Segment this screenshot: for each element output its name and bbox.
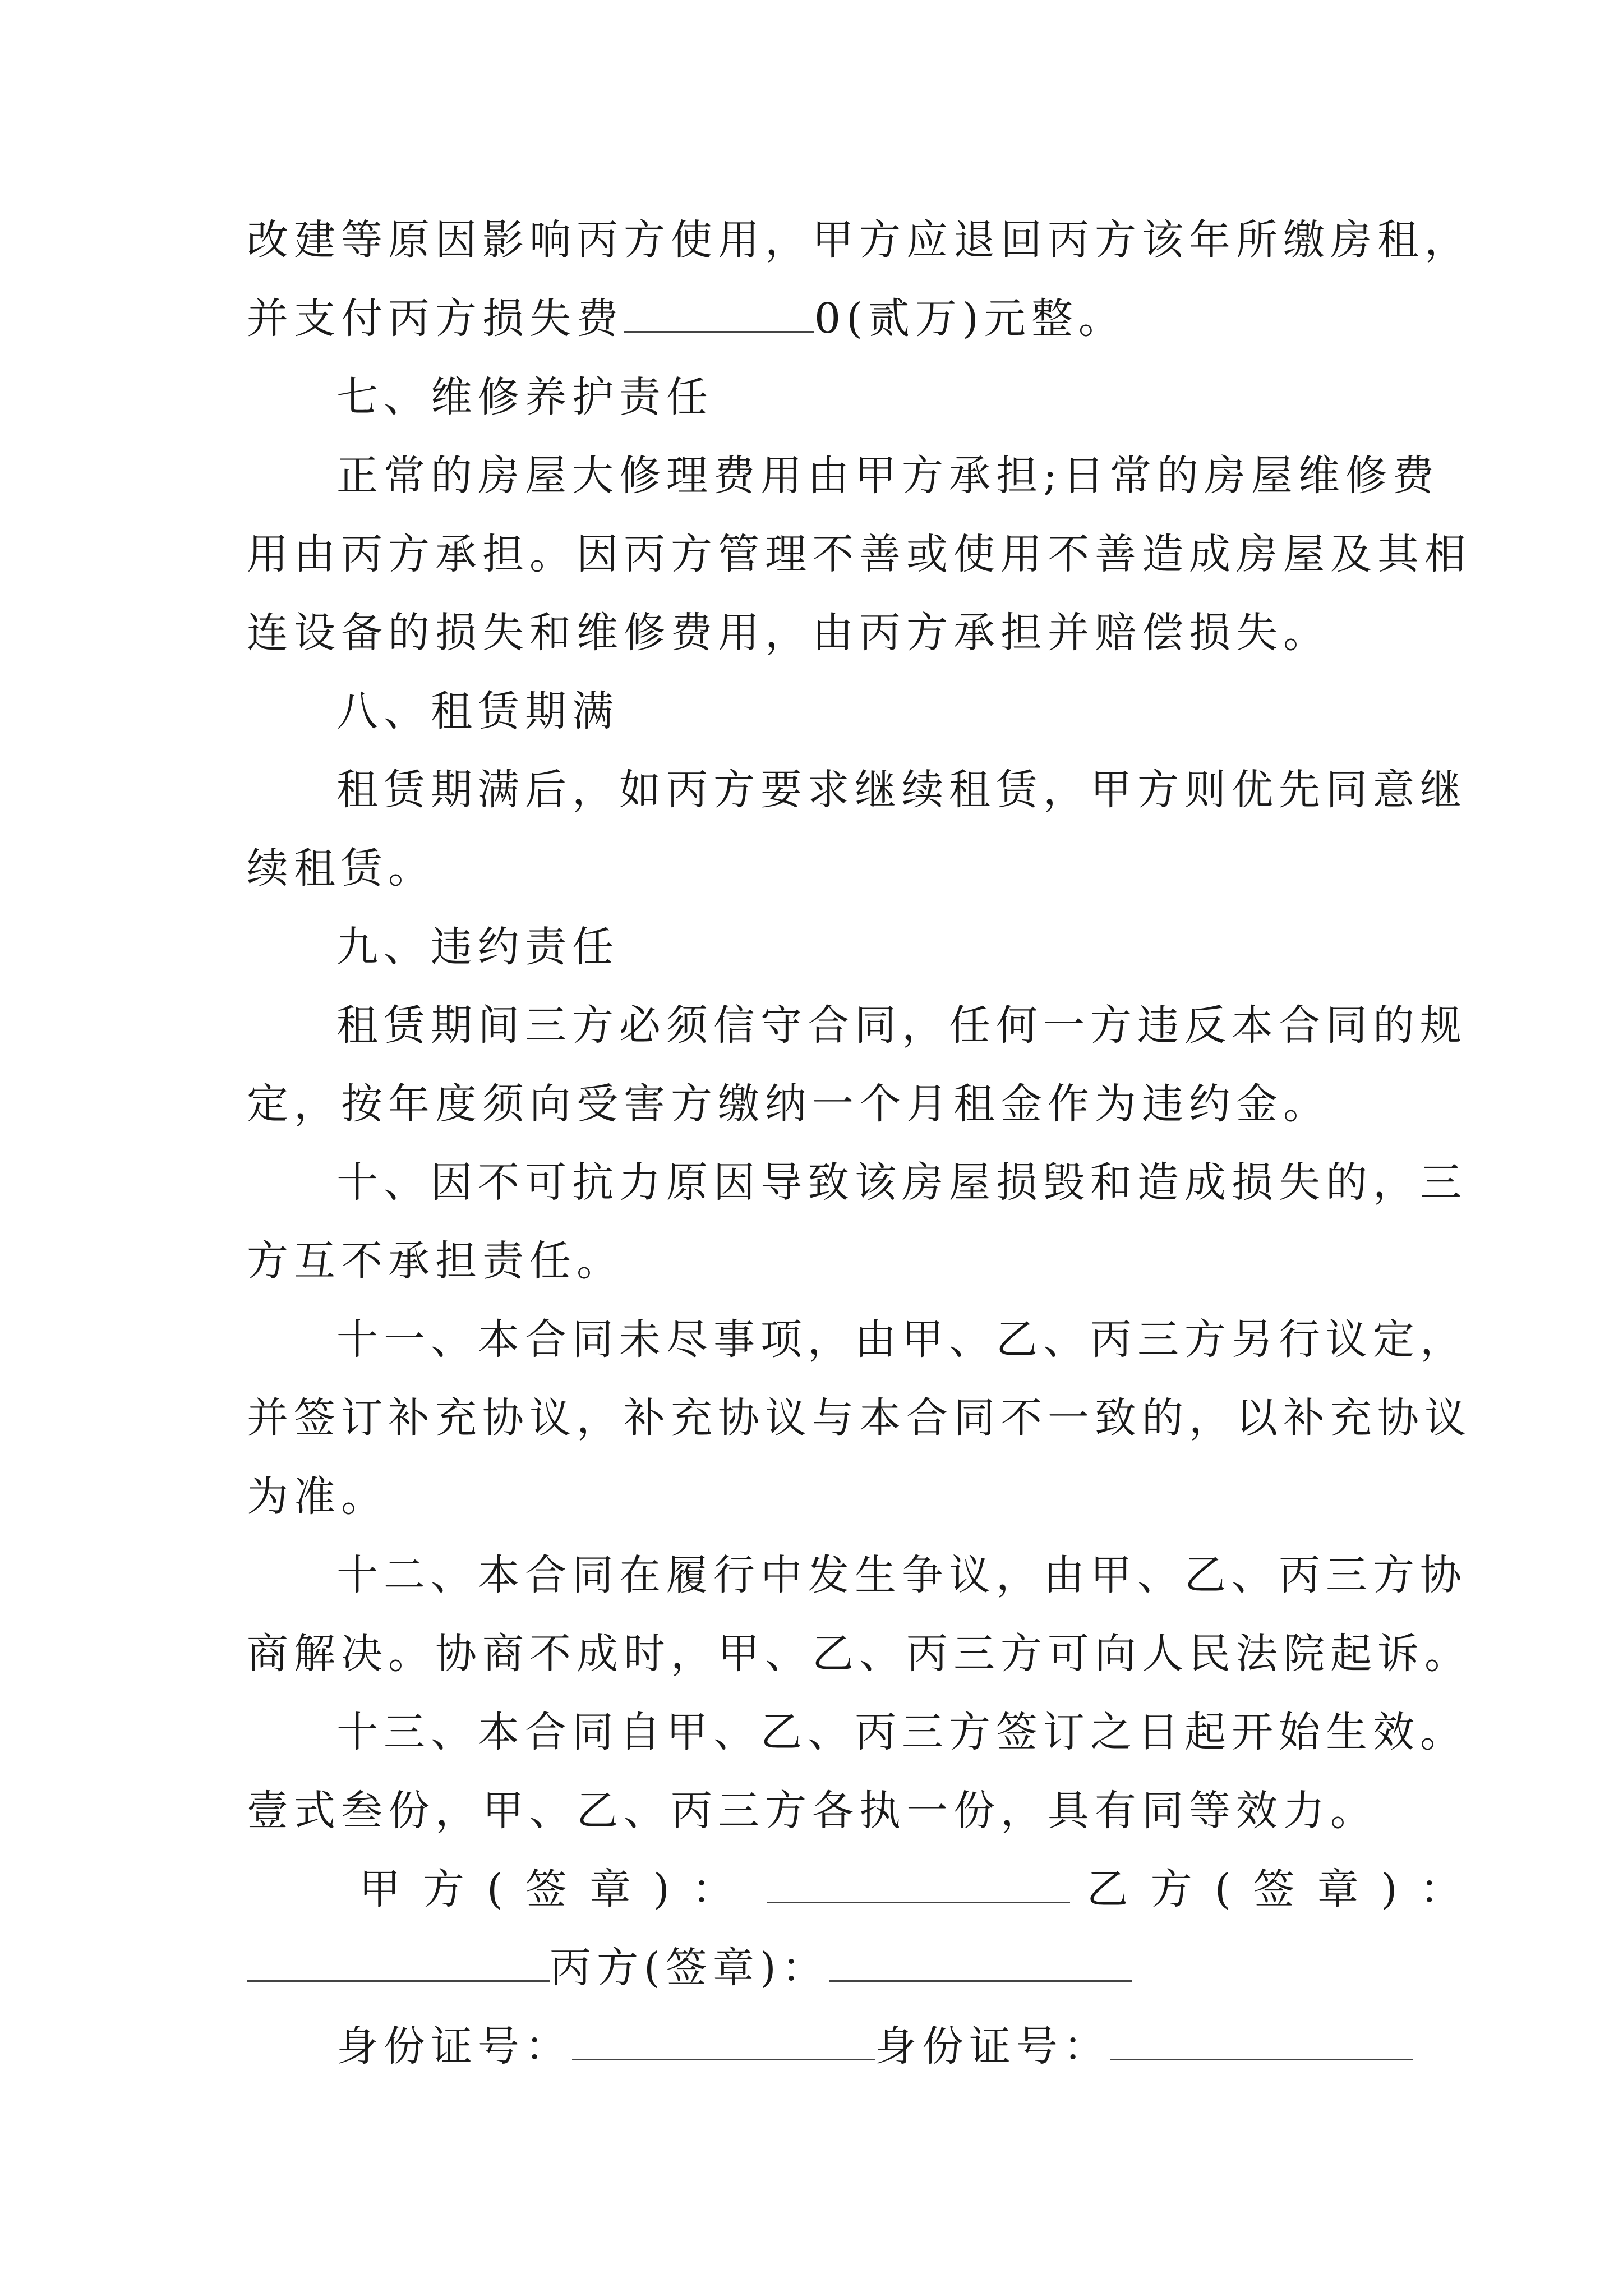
paragraph-line: 十三、本合同自甲、乙、丙三方签订之日起开始生效。 <box>336 1708 1467 1756</box>
signature-row <box>247 1940 1391 1996</box>
party-b-sign-blank <box>247 1941 550 1982</box>
id-label: 身份证号： <box>875 2022 1110 2070</box>
paragraph-line: 并签订补充协议，补充协议与本合同不一致的，以补充协议 <box>247 1394 1472 1442</box>
blank-line <box>624 292 814 333</box>
id-row <box>336 2018 1481 2074</box>
party-c-sign-blank <box>829 1941 1132 1982</box>
paragraph-line: 为准。 <box>247 1473 388 1521</box>
paragraph-line: 用由丙方承担。因丙方管理不善或使用不善造成房屋及其相 <box>247 530 1472 578</box>
id-label: 身份证号： <box>336 2022 572 2070</box>
paragraph-line: 连设备的损失和维修费用，由丙方承担并赔偿损失。 <box>247 609 1330 657</box>
paragraph-line: 方互不承担责任。 <box>247 1237 624 1285</box>
id-blank <box>1110 2019 1413 2060</box>
signature-row <box>359 1861 1503 1917</box>
id-blank <box>572 2019 875 2060</box>
paragraph-line: 正常的房屋大修理费用由甲方承担;日常的房屋维修费 <box>336 452 1440 500</box>
line-text: 0(贰万)元整。 <box>814 295 1126 343</box>
paragraph-line: 商解决。协商不成时，甲、乙、丙三方可向人民法院起诉。 <box>247 1630 1472 1678</box>
party-a-sign-blank <box>767 1862 1070 1903</box>
section-heading: 七、维修养护责任 <box>336 373 713 421</box>
section-heading: 八、租赁期满 <box>336 687 619 735</box>
party-a-label: 甲方(签章)： <box>359 1865 756 1913</box>
paragraph-line: 租赁期满后，如丙方要求继续租赁，甲方则优先同意继 <box>336 766 1467 814</box>
line-text: 并支付丙方损失费 <box>247 295 624 343</box>
party-c-label: 丙方(签章)： <box>550 1944 829 1992</box>
paragraph-line: 壹式叁份，甲、乙、丙三方各执一份，具有同等效力。 <box>247 1787 1377 1835</box>
paragraph-line: 租赁期间三方必须信守合同，任何一方违反本合同的规 <box>336 1001 1467 1050</box>
paragraph-line: 改建等原因影响丙方使用，甲方应退回丙方该年所缴房租， <box>247 216 1472 264</box>
paragraph-line: 十、因不可抗力原因导致该房屋损毁和造成损失的，三 <box>336 1158 1467 1207</box>
section-heading: 九、违约责任 <box>336 923 619 971</box>
paragraph-line: 续租赁。 <box>247 844 435 892</box>
paragraph-line: 十一、本合同未尽事项，由甲、乙、丙三方另行议定， <box>336 1315 1467 1364</box>
paragraph-line: 定，按年度须向受害方缴纳一个月租金作为违约金。 <box>247 1080 1330 1128</box>
paragraph-line: 十二、本合同在履行中发生争议，由甲、乙、丙三方协 <box>336 1551 1467 1599</box>
party-b-label: 乙方(签章)： <box>1086 1865 1484 1913</box>
paragraph-line <box>247 291 1391 347</box>
